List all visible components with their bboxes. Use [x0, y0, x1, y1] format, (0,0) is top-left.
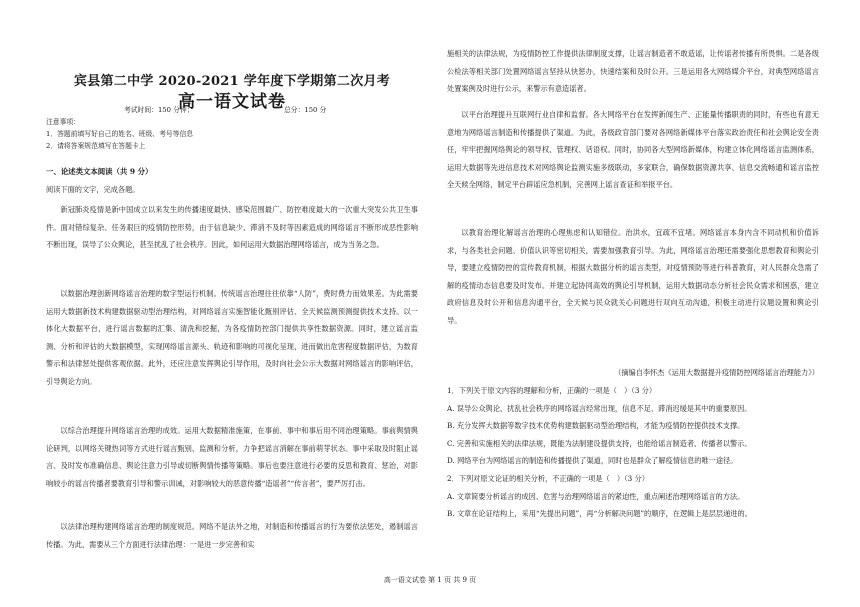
passage-source: （摘编自李怀杰《运用大数据提升疫情防控网络谣言治理能力》） — [614, 368, 819, 377]
exam-time: 考试时间：150 分钟； — [124, 106, 194, 114]
exam-score: 总分：150 分 — [284, 106, 327, 114]
section-instruction: 阅读下面的文字，完成各题。 — [46, 185, 140, 194]
passage-paragraph-4: 以法律治理构建网络谣言治理的制度规范。网络不是法外之地，对制造和传播谣言的行为要依法惩处，遏制谣言传播。为此，需要从三个方面进行法律治理：一是进一步完善和实 — [46, 522, 418, 549]
notes-title: 注意事项： — [46, 118, 80, 126]
passage-paragraph-5: 以平台治理提升互联网行业自律和监督。各大网络平台在发挥新闻生产、正能量传播职责的同时，有些也有意无意地为网络谣言制造和传播提供了渠道。为此，各级政官部门要对各网络新媒体平台落实政治责任和社会舆论安全责任，牢牢把握网络舆论的领导权、管理权、话语权。同时，协同各大型网络新媒体，构建立体化网络谣言监测体系，运用大数据等先进信息技术对网络舆论监测实施多级联动，多家联合，确保数据资源共享、信息交流畅通和谣言监控全天候全网络，制定平台辟谣应急机制，完善网上谣言查证和举报平台。 — [447, 110, 819, 190]
page-footer: 高一语文试卷 第 1 页 共 9 页 — [383, 576, 477, 584]
section-heading: 一、论述类文本阅读（共 9 分） — [46, 167, 153, 176]
option-b: B. 充分发挥大数据等数字技术优势构建数据驱动型治理结构，才能为疫情防控提供技术支撑。 — [447, 421, 745, 431]
notes-item: 2．请将答案规范填写在答题卡上 — [46, 142, 146, 150]
notes-item: 1．答题前填写好自己的姓名、班级、考号等信息 — [46, 130, 194, 138]
option-b: B. 文章在论证结构上，采用“先提出问题”，再“分析解决问题”的顺序，在逻辑上是层层递进的。 — [447, 509, 752, 519]
exam-title: 高一语文试卷 — [178, 92, 286, 112]
passage-paragraph-1: 新冠肺炎疫情是新中国成立以来发生的传播速度最快、感染范围最广、防控难度最大的一次重大突发公共卫生事件。面对错综复杂、任务艰巨的疫情防控形势，由于信息缺少、滞消不及时等因素造成的网络谣言不断形成恶性影响不断出现，误导了公众舆论，甚至扰乱了社会秩序。因此，如何运用大数据治理网络谣言，成为当务之急。 — [46, 205, 418, 250]
question-2 — [447, 470, 819, 523]
passage-paragraph-3: 以综合治理提升网络谣言治理的成效。运用大数据精准施策，在事前、事中和事后用不同治理策略。事前舆情舆论研判，以网络关键热词等方式进行谣言甄别、监测和分析，力争把谣言消解在事前萌芽状态。事中采取及时阻止谣言、及时发布准确信息、舆论注意力引导或切断舆情传播等策略。事后也要注意进行必要的反思和教育、惩治，对影响较小的谣言传播者要教育引导和警示训诫，对影响较大的恶意传播“造谣者”“传言者”，要严厉打击。 — [46, 426, 418, 488]
option-a: A. 误导公众舆论、扰乱社会秩序的网络谣言经常出现，信息不足、滞消迟缓是其中的重要原因。 — [447, 403, 752, 413]
passage-paragraph-4-cont: 施相关的法律法规，为疫情防控工作提供法律制度支撑，让谣言制造者不敢造谣，让传谣者传播有所畏惧。二是各级公检法等相关部门处置网络谣言坚持从快惩办，快速结案和及时公开。三是运用各大网络媒介平台，对典型网络谣言处置案例及时进行公示，来警示有意造谣者。 — [447, 49, 819, 94]
option-c: C. 完善和实施相关的法律法规，既能为法制建设提供支持，也能给谣言制造者、传播者以警示。 — [447, 438, 752, 448]
passage-paragraph-2: 以数据治理创新网络谣言治理的数字型运行机制。传统谣言治理往往依靠“人防”，费时费力而效果差。为此需要运用大数据新技术构建数据驱动型治理结构，对网络谣言实施智能化甄别评估、全天候监测预测提供技术支持。以一体化大数据平台，进行谣言数据的汇集、清洗和挖掘，为各疫情防控部门提供共享性数据资源。同时，建立谣言监测、分析和评估的大数据模型，实现网络谣言源头、轨迹和影响的可视化呈现，进而做出危害程度数据评估，为数育警示和法律惩处提供客观依据。此外，还应注意发挥舆论引导作用，及时向社会公示大数据对网络谣言的影响评估，引导舆论方向。 — [46, 289, 418, 386]
question-stem: 2．下列对原文论证的相关分析，不正确的一项是（ ）（3 分） — [447, 474, 649, 483]
question-1 — [447, 382, 819, 470]
school-title: 宾县第二中学 2020-2021 学年度下学期第二次月考 — [73, 74, 391, 89]
passage-paragraph-6: 以教育治理化解谣言治理的心理焦虑和认知错位。治洪水，宜疏不宜堵。网络谣言本身内含不同动机和价值诉求，与各类社会问题、价值认识等密切相关，需要加强教育引导。为此，网络谣言治理还需要强化思想教育和舆论引导，要建立疫情防控的宣传教育机制，根据大数据分析的谣言类型，对疫情预防等进行科普教育，对人民群众急需了解的疫情动态信息要及时发布。并建立起协同高效的舆论引导机制，运用大数据动态分析社会民众需求和困惑，建立政府信息及时公开和信息沟通平台，全天候与民众就关心问题进行双向互动沟通，积极主动进行议题设置和舆论引导。 — [447, 228, 819, 325]
question-stem: 1．下列关于原文内容的理解和分析，正确的一项是（ ）（3 分） — [447, 386, 657, 395]
option-a: A. 文章简要分析谣言的成因、危害与治理网络谣言的紧迫性，重点阐述治理网络谣言的方法。 — [447, 491, 745, 501]
notes-block — [46, 116, 418, 152]
option-d: D. 网络平台为网络谣言的制造和传播提供了渠道，同时也是群众了解疫情信息的唯一途径。 — [447, 456, 738, 466]
